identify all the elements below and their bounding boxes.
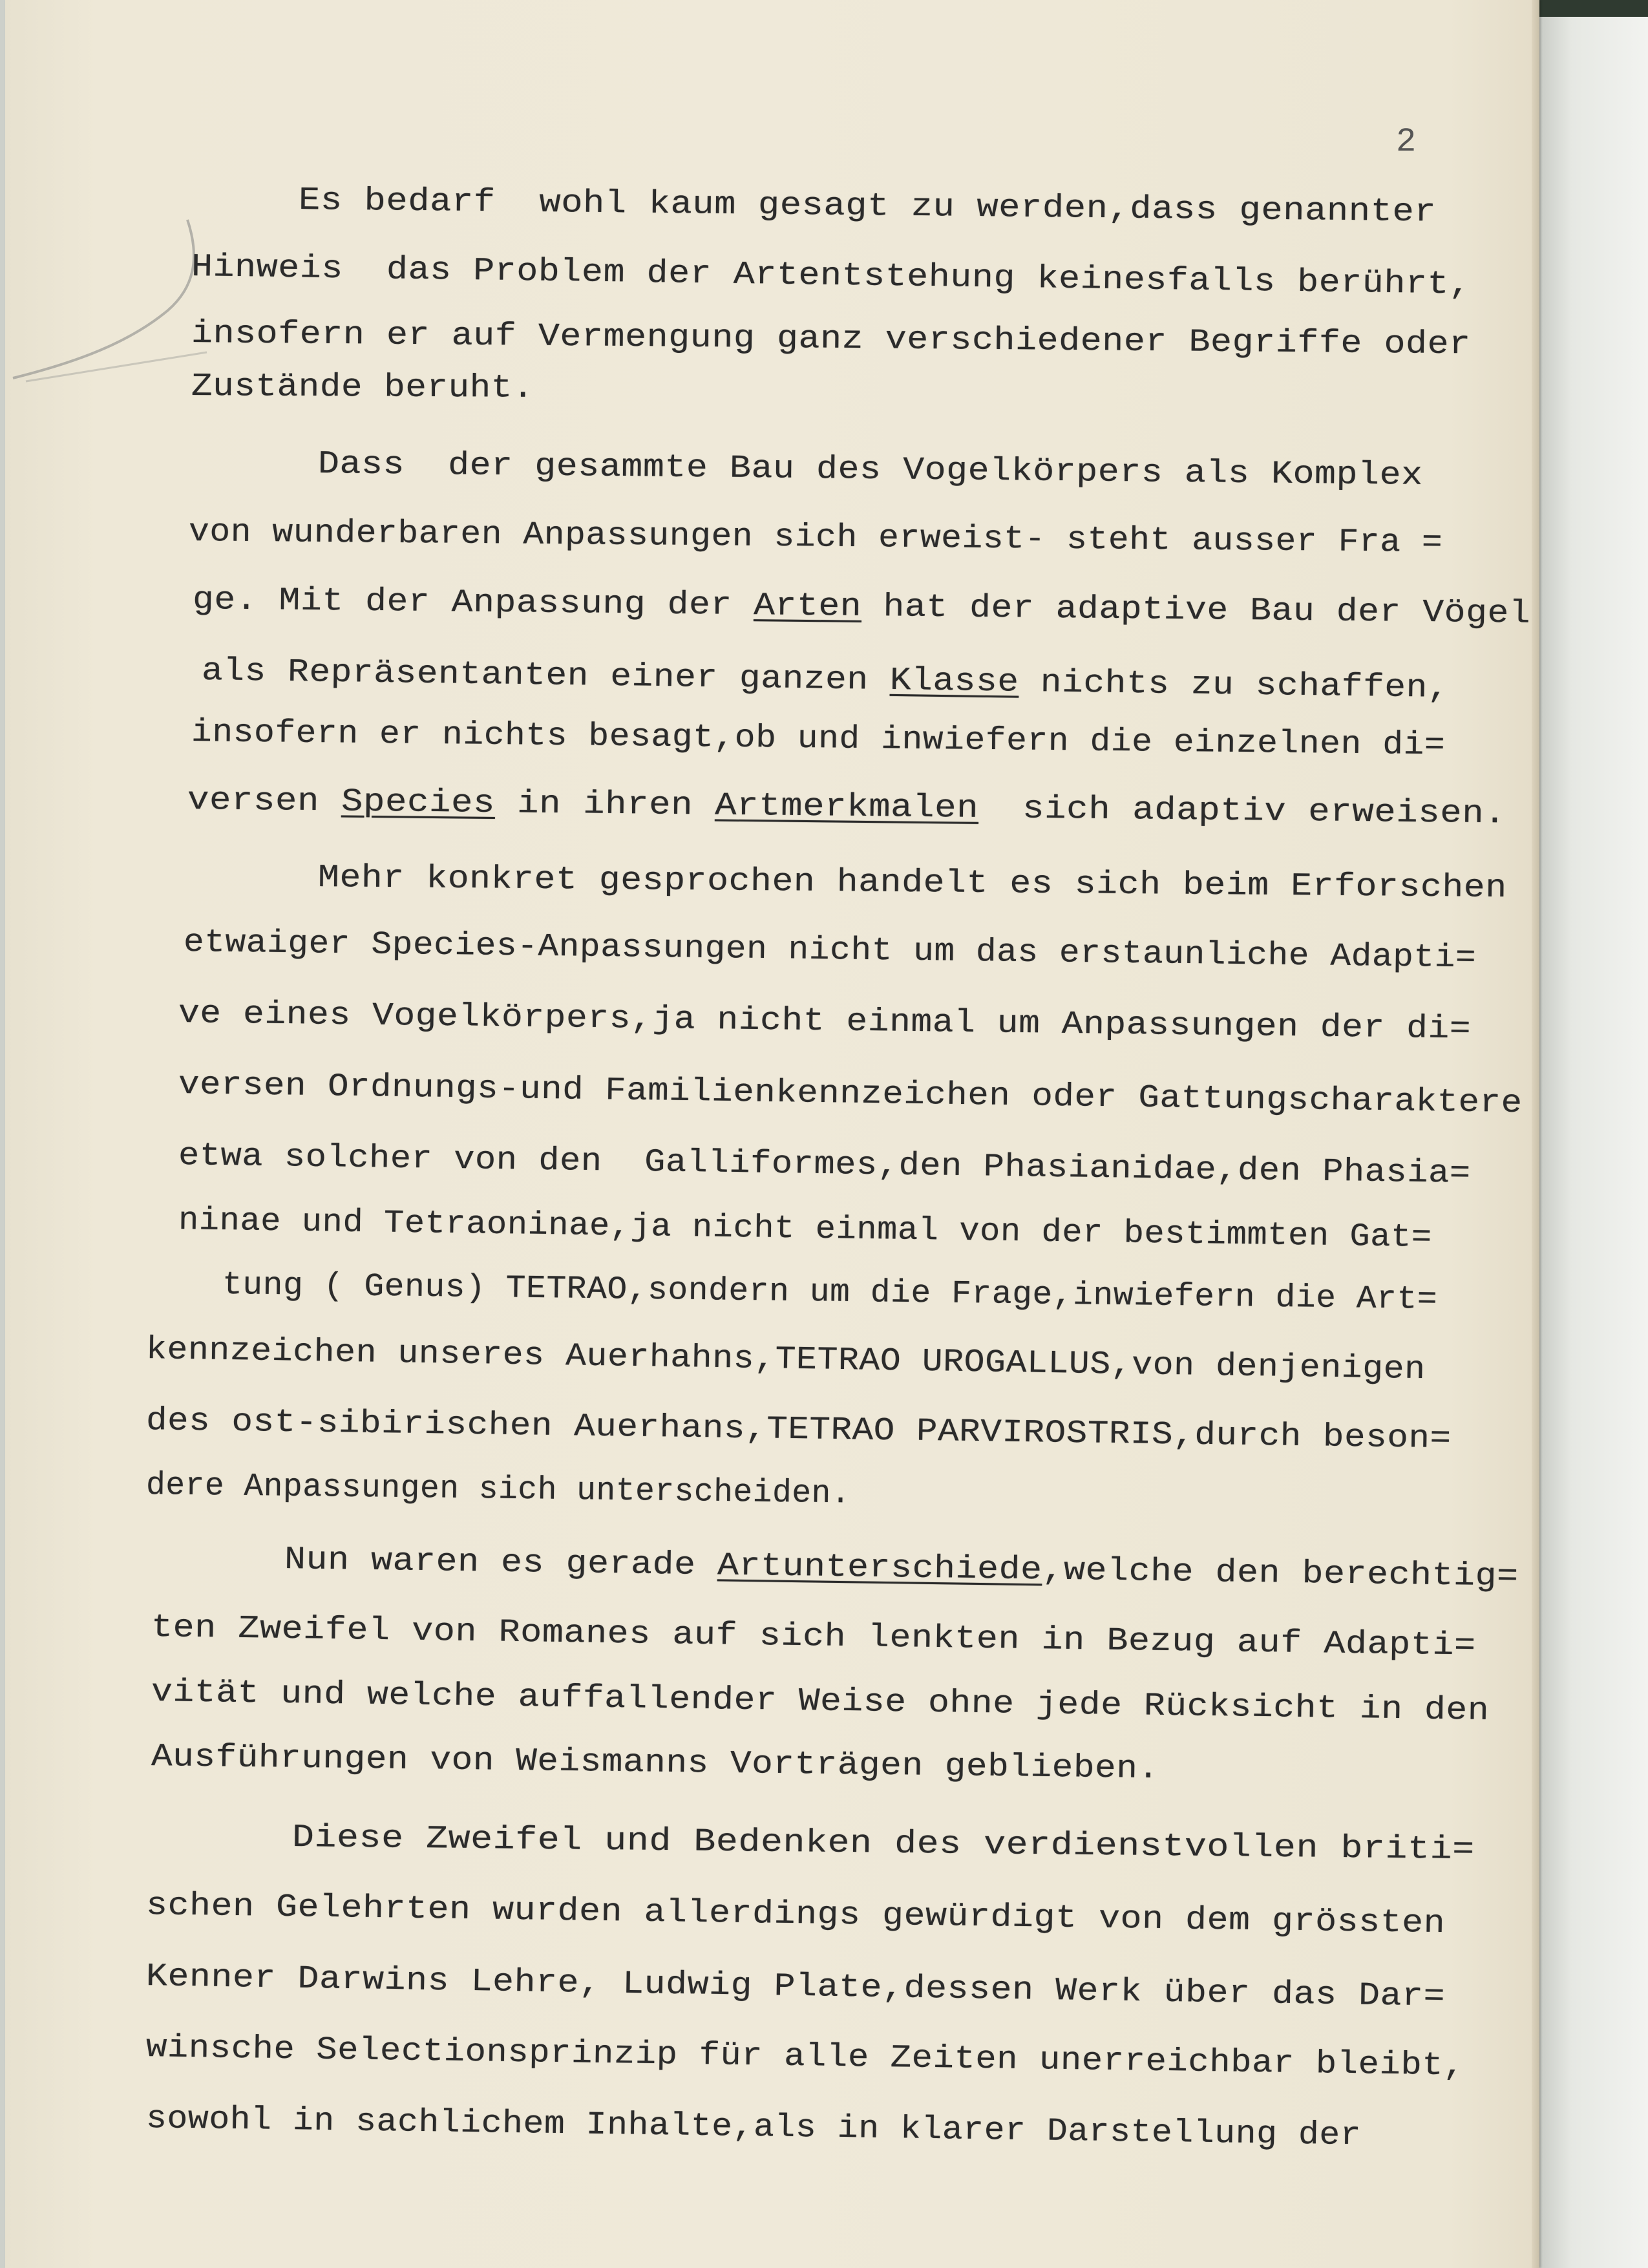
page-number: 2 [1396,123,1417,161]
underlined-term: Species [341,783,496,822]
text-segment: ten Zweifel von Romanes auf sich lenkten in Bezug auf Adapti= [151,1609,1476,1665]
text-segment: ge. Mit der Anpassung der [192,582,754,625]
text-segment: tung ( Genus) TETRAO,sondern um die Frage,inwiefern die Art= [222,1267,1438,1319]
text-segment: nichts zu schaffen, [1019,664,1450,707]
text-segment: schen Gelehrten wurden allerdings gewürdigt von dem grössten [145,1887,1446,1943]
text-segment: als Repräsentanten einer ganzen [201,653,891,699]
text-segment: in ihren [494,785,715,825]
text-segment: Es bedarf wohl kaum gesagt zu werden,dass genannter [298,182,1437,231]
text-segment: versen Ordnungs-und Familienkennzeichen oder Gattungscharaktere [178,1066,1523,1123]
page-edge [1532,0,1539,2268]
text-segment: sowohl in sachlichem Inhalte,als in klarer Darstellung der [145,2101,1362,2155]
text-segment: Kenner Darwins Lehre, Ludwig Plate,dessen Werk über das Dar= [145,1958,1446,2016]
text-segment: Nun waren es gerade [284,1542,718,1585]
text-segment: des ost-sibirischen Auerhans,TETRAO PARVIROSTRIS,durch beson= [145,1403,1452,1458]
text-segment: sich adaptiv erweisen. [978,790,1506,833]
text-segment: ninae und Tetraoninae,ja nicht einmal von der bestimmten Gat= [178,1202,1433,1257]
text-segment: insofern er auf Vermengung ganz verschiedener Begriffe oder [191,315,1471,364]
text-segment: versen [187,782,342,821]
text-segment: ,welche den berechtig= [1042,1552,1519,1596]
text-segment: von wunderbaren Anpassungen sich erweist- steht ausser Fra = [188,514,1443,562]
underlined-term: Arten [753,588,862,626]
text-segment: Zustände beruht. [191,368,534,407]
text-segment: dere Anpassungen sich unterscheiden. [145,1467,851,1513]
text-segment: winsche Selectionsprinzip für alle Zeiten unerreichbar bleibt, [145,2030,1465,2085]
underlined-term: Artmerkmalen [714,787,979,827]
text-segment: Diese Zweifel und Bedenken des verdienstvollen briti= [291,1819,1475,1869]
text-segment: kennzeichen unseres Auerhahns,TETRAO UROGALLUS,von denjenigen [145,1331,1426,1389]
scanner-margin-dark [1539,0,1648,17]
text-segment: etwaiger Species-Anpassungen nicht um das erstaunliche Adapti= [183,924,1477,977]
text-segment: Hinweis das Problem der Artentstehung keinesfalls berührt, [191,249,1471,304]
text-segment: ve eines Vogelkörpers,ja nicht einmal um Anpassungen der di= [178,995,1472,1048]
text-line [191,368,534,407]
text-segment: Ausführungen von Weismanns Vorträgen geblieben. [151,1739,1159,1788]
text-segment: vität und welche auffallender Weise ohne jede Rücksicht in den [151,1674,1490,1730]
text-segment: etwa solcher von den Galliformes,den Phasianidae,den Phasia= [178,1138,1472,1192]
text-segment: Dass der gesammte Bau des Vogelkörpers als Komplex [317,446,1423,494]
scanner-margin [1539,0,1648,2268]
text-segment: hat der adaptive Bau der Vögel [861,588,1531,633]
text-segment: Mehr konkret gesprochen handelt es sich beim Erforschen [317,860,1507,907]
text-segment: insofern er nichts besagt,ob und inwiefern die einzelnen di= [191,714,1446,765]
underlined-term: Artunterschiede [717,1547,1042,1589]
underlined-term: Klasse [889,662,1019,701]
